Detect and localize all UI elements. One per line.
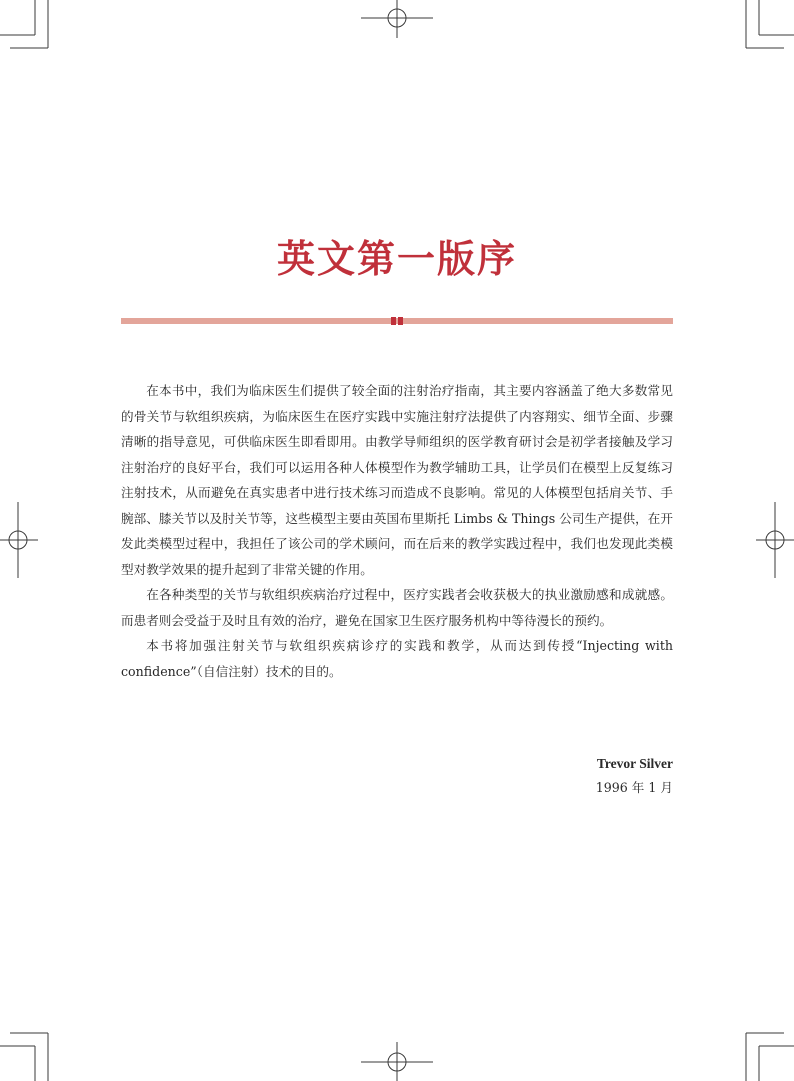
registration-mark-top xyxy=(361,0,433,38)
crop-mark-top-right xyxy=(746,0,794,48)
crop-mark-bottom-right xyxy=(746,1033,794,1081)
crop-mark-top-left xyxy=(0,0,48,48)
title-divider xyxy=(121,318,673,324)
signature-block xyxy=(121,752,673,800)
author-name: Trevor Silver xyxy=(596,756,673,771)
registration-mark-bottom xyxy=(361,1042,433,1081)
page-title: 英文第一版序 xyxy=(276,236,517,281)
registration-mark-right xyxy=(756,502,794,578)
preface-body xyxy=(121,378,673,684)
divider-accent-left xyxy=(391,317,396,325)
signature-date: 1996 年 1 月 xyxy=(595,780,673,795)
crop-mark-bottom-left xyxy=(0,1033,48,1081)
paragraph: 在本书中，我们为临床医生们提供了较全面的注射治疗指南，其主要内容涵盖了绝大多数常见的骨关节与软组织疾病，为临床医生在医疗实践中实施注射疗法提供了内容翔实、细节全面、步骤清晰的指导意见，可供临床医生即看即用。由教学导师组织的医学教育研讨会是初学者接触及学习注射治疗的良好平台，我们可以运用各种人体模型作为教学辅助工具，让学员们在模型上反复练习注射技术，从而避免在真实患者中进行技术练习而造成不良影响。常见的人体模型包括肩关节、手腕部、膝关节以及肘关节等，这些模型主要由英国布里斯托 Limbs & Things 公司生产提供，在开发此类模型过程中，我担任了该公司的学术顾问，而在后来的教学实践过程中，我们也发现此类模型对教学效果的提升起到了非常关键的作用。 xyxy=(121,383,673,577)
paragraph: 在各种类型的关节与软组织疾病治疗过程中，医疗实践者会收获极大的执业激励感和成就感。而患者则会受益于及时且有效的治疗，避免在国家卫生医疗服务机构中等待漫长的预约。 xyxy=(121,587,673,628)
registration-mark-left xyxy=(0,502,38,578)
paragraph: 本书将加强注射关节与软组织疾病诊疗的实践和教学，从而达到传授“Injecting with confidence”（自信注射）技术的目的。 xyxy=(121,638,673,679)
divider-accent-right xyxy=(398,317,403,325)
